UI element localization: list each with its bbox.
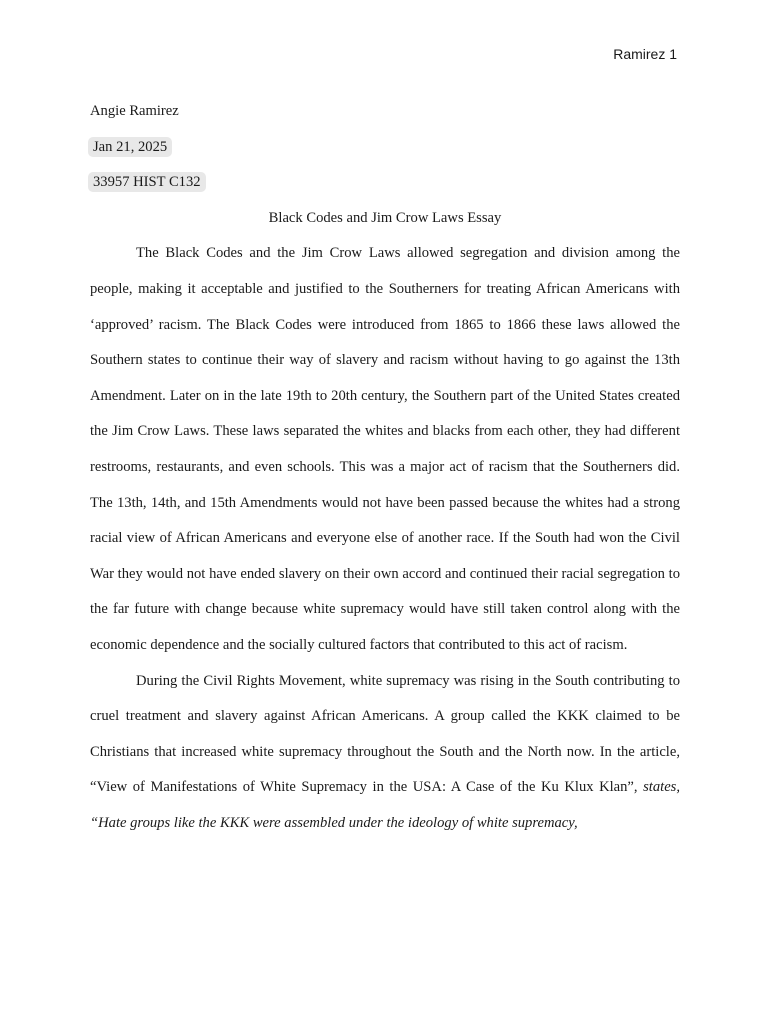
quote-line: states, “Hate groups like the KKK were assembled under the ideology of white supremacy, (90, 779, 680, 831)
essay-title: Black Codes and Jim Crow Laws Essay (268, 209, 502, 226)
paragraph-2 (90, 664, 680, 842)
author-name: Angie Ramirez (90, 103, 179, 119)
course-highlight: 33957 HIST C132 (88, 172, 206, 192)
date-highlight: Jan 21, 2025 (88, 137, 172, 157)
essay-paragraphs (90, 236, 680, 841)
running-head: Ramirez 1 (613, 46, 677, 62)
date-line (88, 130, 680, 166)
course-line (88, 165, 680, 201)
paragraph-2-text: During the Civil Rights Movement, white supremacy was rising in the South contributing to cruel treatment and slavery against African Americans. A group called the KKK claimed to be Christians that increased white supremacy throughout the South and the North now. In the article, “View of Manifestations of White Supremacy in the USA: A Case of the Ku Klux Klan”, (90, 672, 680, 796)
essay-body (90, 94, 680, 841)
paragraph-1: The Black Codes and the Jim Crow Laws allowed segregation and division among the people, making it acceptable and justified to the Southerners for treating African Americans with ‘approved’ racism. The Black Codes were introduced from 1865 to 1866 these laws allowed the Southern states to continue their way of slavery and racism without having to go against the 13th Amendment. Later on in the late 19th to 20th century, the Southern part of the United States created the Jim Crow Laws. These laws separated the whites and blacks from each other, they had different restrooms, restaurants, and even schools. This was a major act of racism that the Southerners did. The 13th, 14th, and 15th Amendments would not have been passed because the whites had a strong racial view of African Americans and everyone else of another race. If the South had won the Civil War they would not have ended slavery on their own accord and continued their racial segregation to the far future with change because white supremacy would have still taken control along with the economic dependence and the socially cultured factors that contributed to this act of racism. (90, 245, 680, 653)
